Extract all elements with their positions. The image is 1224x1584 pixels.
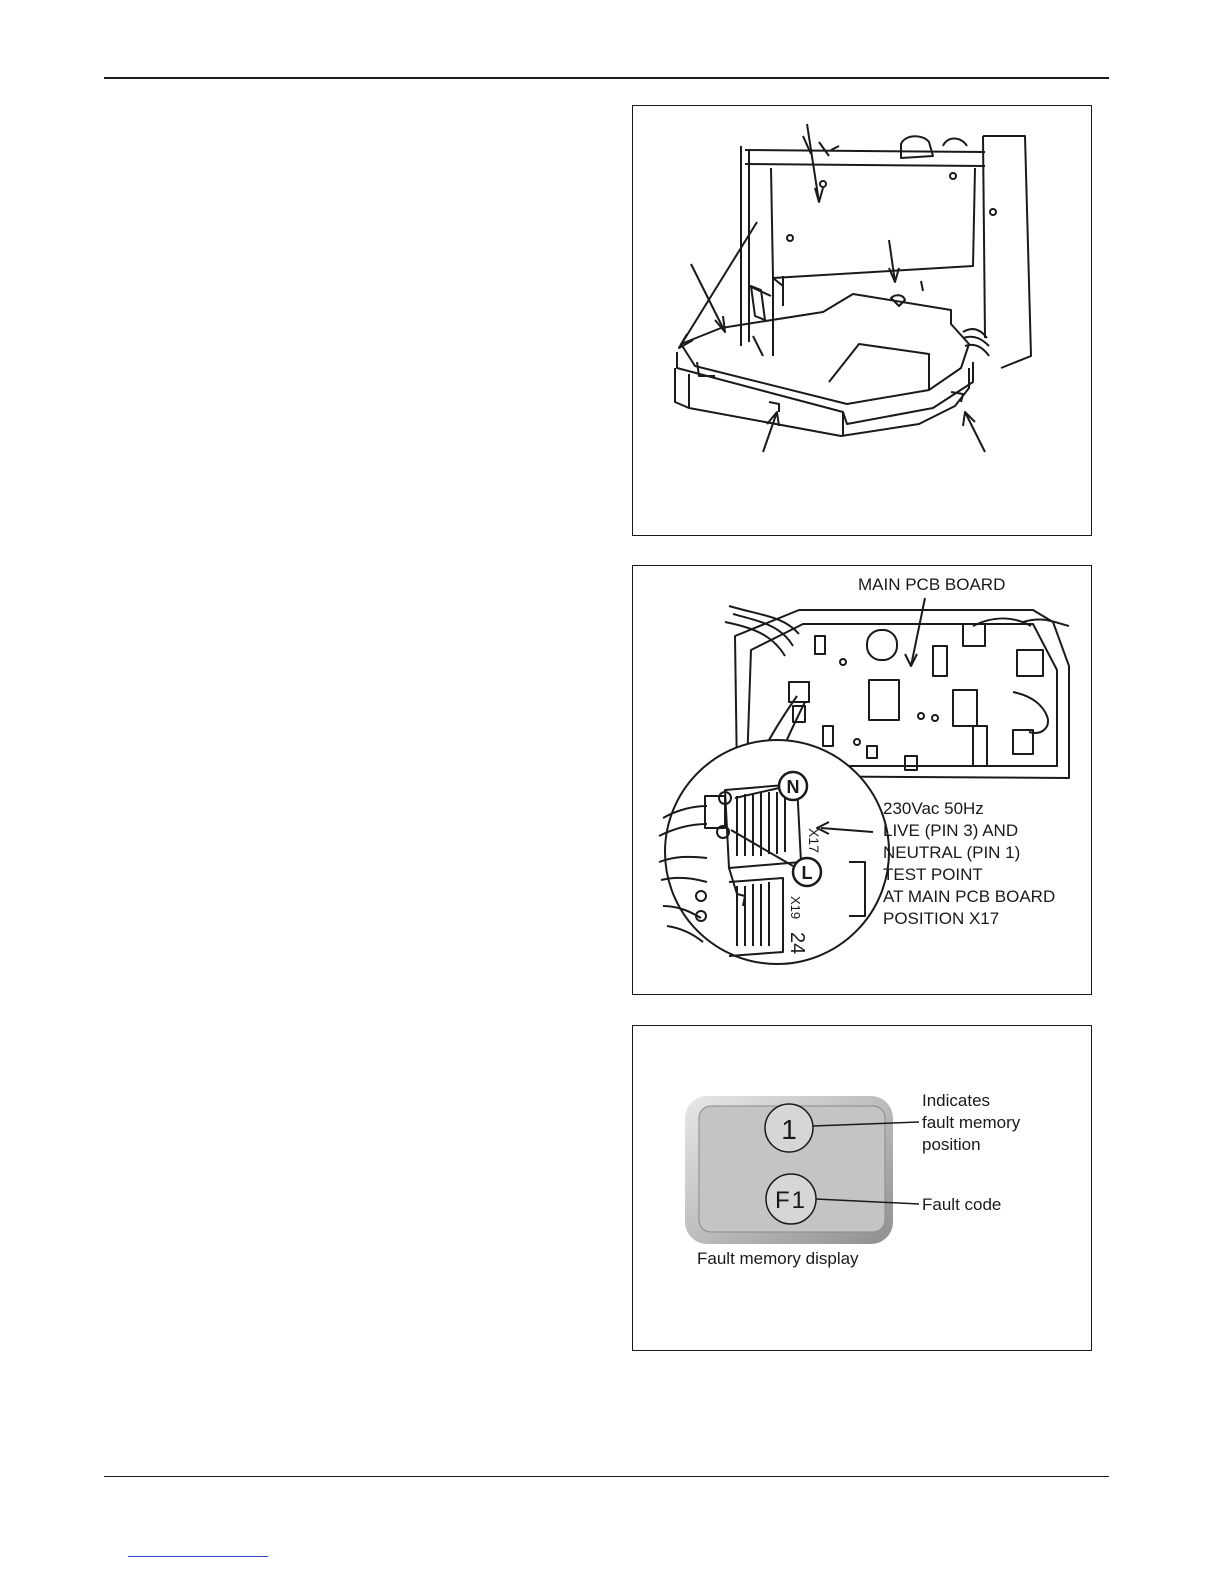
live-marker: L: [801, 863, 813, 883]
neutral-marker: N: [786, 777, 800, 797]
test-point-line: AT MAIN PCB BOARD: [883, 887, 1056, 906]
indicates-label: [922, 1090, 1020, 1156]
figure-main-pcb: [632, 565, 1092, 995]
indicates-line: fault memory: [922, 1113, 1021, 1132]
connector-x19-label: X19: [788, 896, 803, 920]
test-point-line: 230Vac 50Hz: [883, 799, 984, 818]
indicates-line: Indicates: [922, 1091, 991, 1110]
connector-24-label: 24: [786, 932, 808, 955]
test-point-label: [883, 798, 1055, 930]
memory-position-value: 1: [781, 1114, 797, 1145]
fault-memory-display-label: Fault memory display: [697, 1249, 859, 1268]
fault-display-illustration: [633, 1026, 1091, 1350]
control-box-illustration: [633, 106, 1091, 535]
header-rule: [104, 77, 1109, 79]
main-pcb-board-label: MAIN PCB BOARD: [858, 575, 1006, 594]
figure-control-box: [632, 105, 1092, 536]
figure-fault-memory: [632, 1025, 1092, 1351]
test-point-line: POSITION X17: [883, 909, 1000, 928]
fault-code-label: Fault code: [922, 1195, 1002, 1214]
footer-rule: [104, 1476, 1109, 1477]
test-point-line: NEUTRAL (PIN 1): [883, 843, 1021, 862]
indicates-line: position: [922, 1135, 981, 1154]
fault-code-value: F1: [774, 1187, 808, 1214]
footer-link-underline[interactable]: [128, 1556, 268, 1557]
test-point-line: TEST POINT: [883, 865, 983, 884]
test-point-line: LIVE (PIN 3) AND: [883, 821, 1019, 840]
connector-x17-label: X17: [806, 828, 822, 853]
